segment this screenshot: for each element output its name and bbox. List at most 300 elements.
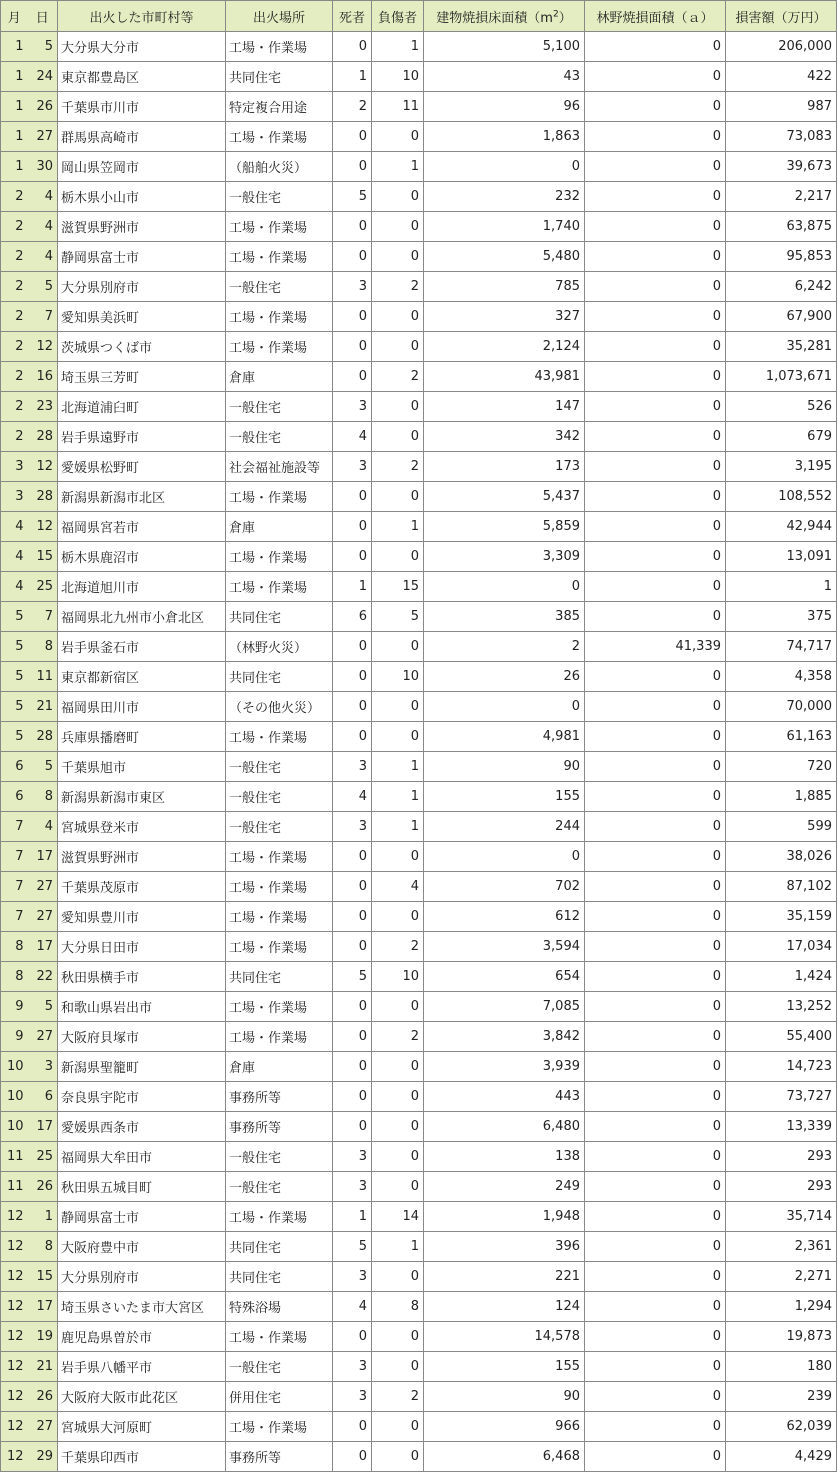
month-cell: 12 <box>1 1382 28 1412</box>
building-area-cell: 3,842 <box>424 1022 585 1052</box>
table-row <box>1 1022 837 1052</box>
month-cell: 6 <box>1 782 28 812</box>
place-cell: 一般住宅 <box>226 182 333 212</box>
forest-area-cell: 0 <box>585 1052 726 1082</box>
damage-cell: 61,163 <box>726 722 837 752</box>
day-cell: 8 <box>28 632 58 662</box>
city-cell: 大阪府貝塚市 <box>58 1022 226 1052</box>
damage-cell: 599 <box>726 812 837 842</box>
day-cell: 25 <box>28 572 58 602</box>
building-area-cell: 785 <box>424 272 585 302</box>
place-cell: 併用住宅 <box>226 1382 333 1412</box>
place-cell: 工場・作業場 <box>226 842 333 872</box>
table-row <box>1 1172 837 1202</box>
deaths-cell: 4 <box>333 422 372 452</box>
building-area-cell: 14,578 <box>424 1322 585 1352</box>
header-damage: 損害額（万円） <box>726 1 837 32</box>
header-forest-area: 林野焼損面積（ａ） <box>585 1 726 32</box>
table-row <box>1 722 837 752</box>
damage-cell: 62,039 <box>726 1412 837 1442</box>
injured-cell: 0 <box>372 122 424 152</box>
table-row <box>1 1412 837 1442</box>
injured-cell: 0 <box>372 332 424 362</box>
forest-area-cell: 0 <box>585 152 726 182</box>
injured-cell: 1 <box>372 32 424 62</box>
place-cell: 工場・作業場 <box>226 1412 333 1442</box>
month-cell: 12 <box>1 1232 28 1262</box>
injured-cell: 10 <box>372 62 424 92</box>
day-cell: 26 <box>28 92 58 122</box>
forest-area-cell: 0 <box>585 512 726 542</box>
place-cell: 工場・作業場 <box>226 542 333 572</box>
day-cell: 11 <box>28 662 58 692</box>
city-cell: 秋田県五城目町 <box>58 1172 226 1202</box>
building-area-cell: 966 <box>424 1412 585 1442</box>
building-area-cell: 3,939 <box>424 1052 585 1082</box>
table-row <box>1 692 837 722</box>
city-cell: 奈良県宇陀市 <box>58 1082 226 1112</box>
header-city: 出火した市町村等 <box>58 1 226 32</box>
deaths-cell: 0 <box>333 632 372 662</box>
place-cell: 工場・作業場 <box>226 872 333 902</box>
city-cell: 大分県大分市 <box>58 32 226 62</box>
injured-cell: 0 <box>372 902 424 932</box>
place-cell: 共同住宅 <box>226 1232 333 1262</box>
building-area-cell: 5,480 <box>424 242 585 272</box>
table-row <box>1 92 837 122</box>
building-area-cell: 0 <box>424 842 585 872</box>
table-row <box>1 62 837 92</box>
place-cell: 一般住宅 <box>226 1142 333 1172</box>
city-cell: 千葉県印西市 <box>58 1442 226 1472</box>
damage-cell: 1,073,671 <box>726 362 837 392</box>
damage-cell: 4,358 <box>726 662 837 692</box>
building-area-cell: 5,859 <box>424 512 585 542</box>
city-cell: 宮城県大河原町 <box>58 1412 226 1442</box>
day-cell: 3 <box>28 1052 58 1082</box>
forest-area-cell: 0 <box>585 872 726 902</box>
forest-area-cell: 0 <box>585 362 726 392</box>
damage-cell: 13,252 <box>726 992 837 1022</box>
building-area-cell: 138 <box>424 1142 585 1172</box>
damage-cell: 3,195 <box>726 452 837 482</box>
month-cell: 12 <box>1 1262 28 1292</box>
forest-area-cell: 0 <box>585 482 726 512</box>
damage-cell: 35,714 <box>726 1202 837 1232</box>
month-cell: 7 <box>1 842 28 872</box>
day-cell: 27 <box>28 122 58 152</box>
place-cell: 工場・作業場 <box>226 302 333 332</box>
month-cell: 2 <box>1 242 28 272</box>
deaths-cell: 0 <box>333 932 372 962</box>
building-area-cell: 7,085 <box>424 992 585 1022</box>
city-cell: 大分県別府市 <box>58 272 226 302</box>
city-cell: 千葉県市川市 <box>58 92 226 122</box>
table-row <box>1 932 837 962</box>
table-row <box>1 512 837 542</box>
place-cell: 特殊浴場 <box>226 1292 333 1322</box>
city-cell: 北海道浦臼町 <box>58 392 226 422</box>
deaths-cell: 0 <box>333 122 372 152</box>
injured-cell: 0 <box>372 722 424 752</box>
damage-cell: 13,339 <box>726 1112 837 1142</box>
forest-area-cell: 0 <box>585 722 726 752</box>
building-area-cell: 43,981 <box>424 362 585 392</box>
place-cell: 一般住宅 <box>226 1172 333 1202</box>
injured-cell: 15 <box>372 572 424 602</box>
injured-cell: 0 <box>372 692 424 722</box>
day-cell: 4 <box>28 812 58 842</box>
header-place: 出火場所 <box>226 1 333 32</box>
forest-area-cell: 0 <box>585 752 726 782</box>
table-row <box>1 1382 837 1412</box>
damage-cell: 2,361 <box>726 1232 837 1262</box>
injured-cell: 0 <box>372 1322 424 1352</box>
damage-cell: 1 <box>726 572 837 602</box>
month-cell: 7 <box>1 902 28 932</box>
building-area-cell: 96 <box>424 92 585 122</box>
forest-area-cell: 0 <box>585 422 726 452</box>
building-area-cell: 385 <box>424 602 585 632</box>
place-cell: 共同住宅 <box>226 62 333 92</box>
place-cell: 工場・作業場 <box>226 1022 333 1052</box>
day-cell: 5 <box>28 272 58 302</box>
city-cell: 千葉県茂原市 <box>58 872 226 902</box>
city-cell: 大分県日田市 <box>58 932 226 962</box>
deaths-cell: 0 <box>333 1322 372 1352</box>
place-cell: 一般住宅 <box>226 1352 333 1382</box>
city-cell: 大阪府豊中市 <box>58 1232 226 1262</box>
injured-cell: 0 <box>372 392 424 422</box>
month-cell: 2 <box>1 302 28 332</box>
injured-cell: 11 <box>372 92 424 122</box>
place-cell: 事務所等 <box>226 1442 333 1472</box>
building-area-cell: 654 <box>424 962 585 992</box>
injured-cell: 2 <box>372 1382 424 1412</box>
city-cell: 群馬県高崎市 <box>58 122 226 152</box>
forest-area-cell: 0 <box>585 602 726 632</box>
day-cell: 30 <box>28 152 58 182</box>
place-cell: 事務所等 <box>226 1082 333 1112</box>
city-cell: 静岡県富士市 <box>58 242 226 272</box>
place-cell: （その他火災） <box>226 692 333 722</box>
deaths-cell: 1 <box>333 62 372 92</box>
day-cell: 4 <box>28 212 58 242</box>
table-row <box>1 302 837 332</box>
city-cell: 新潟県新潟市北区 <box>58 482 226 512</box>
place-cell: 工場・作業場 <box>226 332 333 362</box>
injured-cell: 2 <box>372 362 424 392</box>
damage-cell: 42,944 <box>726 512 837 542</box>
forest-area-cell: 0 <box>585 332 726 362</box>
deaths-cell: 3 <box>333 1262 372 1292</box>
day-cell: 7 <box>28 302 58 332</box>
day-cell: 15 <box>28 542 58 572</box>
month-cell: 11 <box>1 1142 28 1172</box>
forest-area-cell: 0 <box>585 392 726 422</box>
damage-cell: 180 <box>726 1352 837 1382</box>
month-cell: 12 <box>1 1322 28 1352</box>
injured-cell: 14 <box>372 1202 424 1232</box>
table-row <box>1 1202 837 1232</box>
table-row <box>1 902 837 932</box>
building-area-cell: 0 <box>424 152 585 182</box>
injured-cell: 2 <box>372 932 424 962</box>
place-cell: 共同住宅 <box>226 662 333 692</box>
building-area-cell: 3,594 <box>424 932 585 962</box>
deaths-cell: 0 <box>333 872 372 902</box>
building-area-cell: 249 <box>424 1172 585 1202</box>
building-area-cell: 342 <box>424 422 585 452</box>
day-cell: 26 <box>28 1172 58 1202</box>
damage-cell: 206,000 <box>726 32 837 62</box>
day-cell: 17 <box>28 932 58 962</box>
forest-area-cell: 0 <box>585 242 726 272</box>
building-area-cell: 3,309 <box>424 542 585 572</box>
place-cell: 一般住宅 <box>226 812 333 842</box>
damage-cell: 6,242 <box>726 272 837 302</box>
city-cell: 秋田県横手市 <box>58 962 226 992</box>
city-cell: 東京都新宿区 <box>58 662 226 692</box>
injured-cell: 1 <box>372 782 424 812</box>
day-cell: 12 <box>28 512 58 542</box>
deaths-cell: 0 <box>333 302 372 332</box>
damage-cell: 19,873 <box>726 1322 837 1352</box>
city-cell: 東京都豊島区 <box>58 62 226 92</box>
forest-area-cell: 0 <box>585 1322 726 1352</box>
place-cell: 一般住宅 <box>226 272 333 302</box>
forest-area-cell: 0 <box>585 1022 726 1052</box>
injured-cell: 10 <box>372 662 424 692</box>
day-cell: 28 <box>28 422 58 452</box>
table-row <box>1 1442 837 1472</box>
deaths-cell: 0 <box>333 692 372 722</box>
forest-area-cell: 0 <box>585 182 726 212</box>
damage-cell: 35,281 <box>726 332 837 362</box>
injured-cell: 4 <box>372 872 424 902</box>
table-row <box>1 1052 837 1082</box>
day-cell: 29 <box>28 1442 58 1472</box>
place-cell: 工場・作業場 <box>226 122 333 152</box>
forest-area-cell: 0 <box>585 302 726 332</box>
month-cell: 2 <box>1 272 28 302</box>
place-cell: 社会福祉施設等 <box>226 452 333 482</box>
table-row <box>1 422 837 452</box>
day-cell: 27 <box>28 1022 58 1052</box>
injured-cell: 10 <box>372 962 424 992</box>
month-cell: 4 <box>1 572 28 602</box>
injured-cell: 0 <box>372 242 424 272</box>
month-cell: 10 <box>1 1082 28 1112</box>
table-row <box>1 1112 837 1142</box>
day-cell: 8 <box>28 782 58 812</box>
place-cell: 工場・作業場 <box>226 212 333 242</box>
city-cell: 愛知県美浜町 <box>58 302 226 332</box>
forest-area-cell: 0 <box>585 662 726 692</box>
day-cell: 17 <box>28 842 58 872</box>
city-cell: 茨城県つくば市 <box>58 332 226 362</box>
building-area-cell: 612 <box>424 902 585 932</box>
place-cell: 倉庫 <box>226 362 333 392</box>
table-row <box>1 1352 837 1382</box>
injured-cell: 0 <box>372 182 424 212</box>
place-cell: 倉庫 <box>226 512 333 542</box>
injured-cell: 5 <box>372 602 424 632</box>
damage-cell: 67,900 <box>726 302 837 332</box>
deaths-cell: 6 <box>333 602 372 632</box>
injured-cell: 8 <box>372 1292 424 1322</box>
damage-cell: 35,159 <box>726 902 837 932</box>
deaths-cell: 0 <box>333 1022 372 1052</box>
table-row <box>1 32 837 62</box>
injured-cell: 0 <box>372 212 424 242</box>
month-cell: 2 <box>1 392 28 422</box>
damage-cell: 239 <box>726 1382 837 1412</box>
day-cell: 21 <box>28 1352 58 1382</box>
day-cell: 4 <box>28 242 58 272</box>
month-cell: 7 <box>1 812 28 842</box>
deaths-cell: 3 <box>333 1382 372 1412</box>
header-row <box>1 1 837 32</box>
month-cell: 3 <box>1 482 28 512</box>
header-month: 月 <box>1 1 28 32</box>
table-row <box>1 1082 837 1112</box>
building-area-cell: 4,981 <box>424 722 585 752</box>
building-area-cell: 155 <box>424 782 585 812</box>
city-cell: 静岡県富士市 <box>58 1202 226 1232</box>
deaths-cell: 0 <box>333 152 372 182</box>
city-cell: 栃木県小山市 <box>58 182 226 212</box>
header-deaths: 死者 <box>333 1 372 32</box>
damage-cell: 293 <box>726 1142 837 1172</box>
building-area-cell: 0 <box>424 692 585 722</box>
forest-area-cell: 0 <box>585 902 726 932</box>
day-cell: 12 <box>28 332 58 362</box>
deaths-cell: 1 <box>333 572 372 602</box>
day-cell: 1 <box>28 1202 58 1232</box>
building-area-cell: 90 <box>424 1382 585 1412</box>
forest-area-cell: 0 <box>585 932 726 962</box>
deaths-cell: 3 <box>333 392 372 422</box>
deaths-cell: 0 <box>333 1082 372 1112</box>
forest-area-cell: 0 <box>585 1112 726 1142</box>
month-cell: 12 <box>1 1202 28 1232</box>
damage-cell: 2,271 <box>726 1262 837 1292</box>
injured-cell: 2 <box>372 272 424 302</box>
building-area-cell: 1,948 <box>424 1202 585 1232</box>
forest-area-cell: 0 <box>585 962 726 992</box>
day-cell: 27 <box>28 872 58 902</box>
month-cell: 5 <box>1 692 28 722</box>
damage-cell: 422 <box>726 62 837 92</box>
building-area-cell: 43 <box>424 62 585 92</box>
place-cell: 工場・作業場 <box>226 482 333 512</box>
deaths-cell: 0 <box>333 1052 372 1082</box>
injured-cell: 0 <box>372 302 424 332</box>
table-row <box>1 992 837 1022</box>
day-cell: 21 <box>28 692 58 722</box>
forest-area-cell: 0 <box>585 812 726 842</box>
day-cell: 16 <box>28 362 58 392</box>
table-body <box>1 32 837 1472</box>
day-cell: 4 <box>28 182 58 212</box>
deaths-cell: 4 <box>333 782 372 812</box>
deaths-cell: 0 <box>333 842 372 872</box>
month-cell: 12 <box>1 1442 28 1472</box>
injured-cell: 0 <box>372 422 424 452</box>
damage-cell: 17,034 <box>726 932 837 962</box>
building-area-cell: 0 <box>424 572 585 602</box>
building-area-cell: 173 <box>424 452 585 482</box>
deaths-cell: 0 <box>333 482 372 512</box>
deaths-cell: 1 <box>333 1202 372 1232</box>
city-cell: 埼玉県さいたま市大宮区 <box>58 1292 226 1322</box>
table-row <box>1 1142 837 1172</box>
city-cell: 大阪府大阪市此花区 <box>58 1382 226 1412</box>
month-cell: 2 <box>1 332 28 362</box>
table-row <box>1 242 837 272</box>
month-cell: 2 <box>1 362 28 392</box>
forest-area-cell: 0 <box>585 1292 726 1322</box>
table-row <box>1 542 837 572</box>
day-cell: 7 <box>28 602 58 632</box>
deaths-cell: 0 <box>333 722 372 752</box>
month-cell: 2 <box>1 422 28 452</box>
table-row <box>1 782 837 812</box>
place-cell: 工場・作業場 <box>226 32 333 62</box>
table-row <box>1 842 837 872</box>
building-area-cell: 327 <box>424 302 585 332</box>
forest-area-cell: 0 <box>585 1382 726 1412</box>
month-cell: 1 <box>1 152 28 182</box>
city-cell: 福岡県大牟田市 <box>58 1142 226 1172</box>
injured-cell: 0 <box>372 1082 424 1112</box>
header-injured: 負傷者 <box>372 1 424 32</box>
table-row <box>1 482 837 512</box>
city-cell: 宮城県登米市 <box>58 812 226 842</box>
day-cell: 6 <box>28 1082 58 1112</box>
injured-cell: 1 <box>372 752 424 782</box>
month-cell: 2 <box>1 212 28 242</box>
forest-area-cell: 0 <box>585 122 726 152</box>
city-cell: 滋賀県野洲市 <box>58 212 226 242</box>
damage-cell: 70,000 <box>726 692 837 722</box>
day-cell: 24 <box>28 62 58 92</box>
place-cell: 一般住宅 <box>226 392 333 422</box>
city-cell: 岩手県八幡平市 <box>58 1352 226 1382</box>
city-cell: 新潟県新潟市東区 <box>58 782 226 812</box>
deaths-cell: 0 <box>333 212 372 242</box>
damage-cell: 38,026 <box>726 842 837 872</box>
damage-cell: 987 <box>726 92 837 122</box>
table-row <box>1 962 837 992</box>
city-cell: 埼玉県三芳町 <box>58 362 226 392</box>
place-cell: 工場・作業場 <box>226 932 333 962</box>
deaths-cell: 3 <box>333 1352 372 1382</box>
month-cell: 6 <box>1 752 28 782</box>
building-area-cell: 5,100 <box>424 32 585 62</box>
forest-area-cell: 0 <box>585 1082 726 1112</box>
city-cell: 滋賀県野洲市 <box>58 842 226 872</box>
injured-cell: 0 <box>372 992 424 1022</box>
building-area-cell: 5,437 <box>424 482 585 512</box>
deaths-cell: 5 <box>333 962 372 992</box>
month-cell: 2 <box>1 182 28 212</box>
city-cell: 岩手県釜石市 <box>58 632 226 662</box>
forest-area-cell: 0 <box>585 692 726 722</box>
day-cell: 5 <box>28 752 58 782</box>
day-cell: 15 <box>28 1262 58 1292</box>
